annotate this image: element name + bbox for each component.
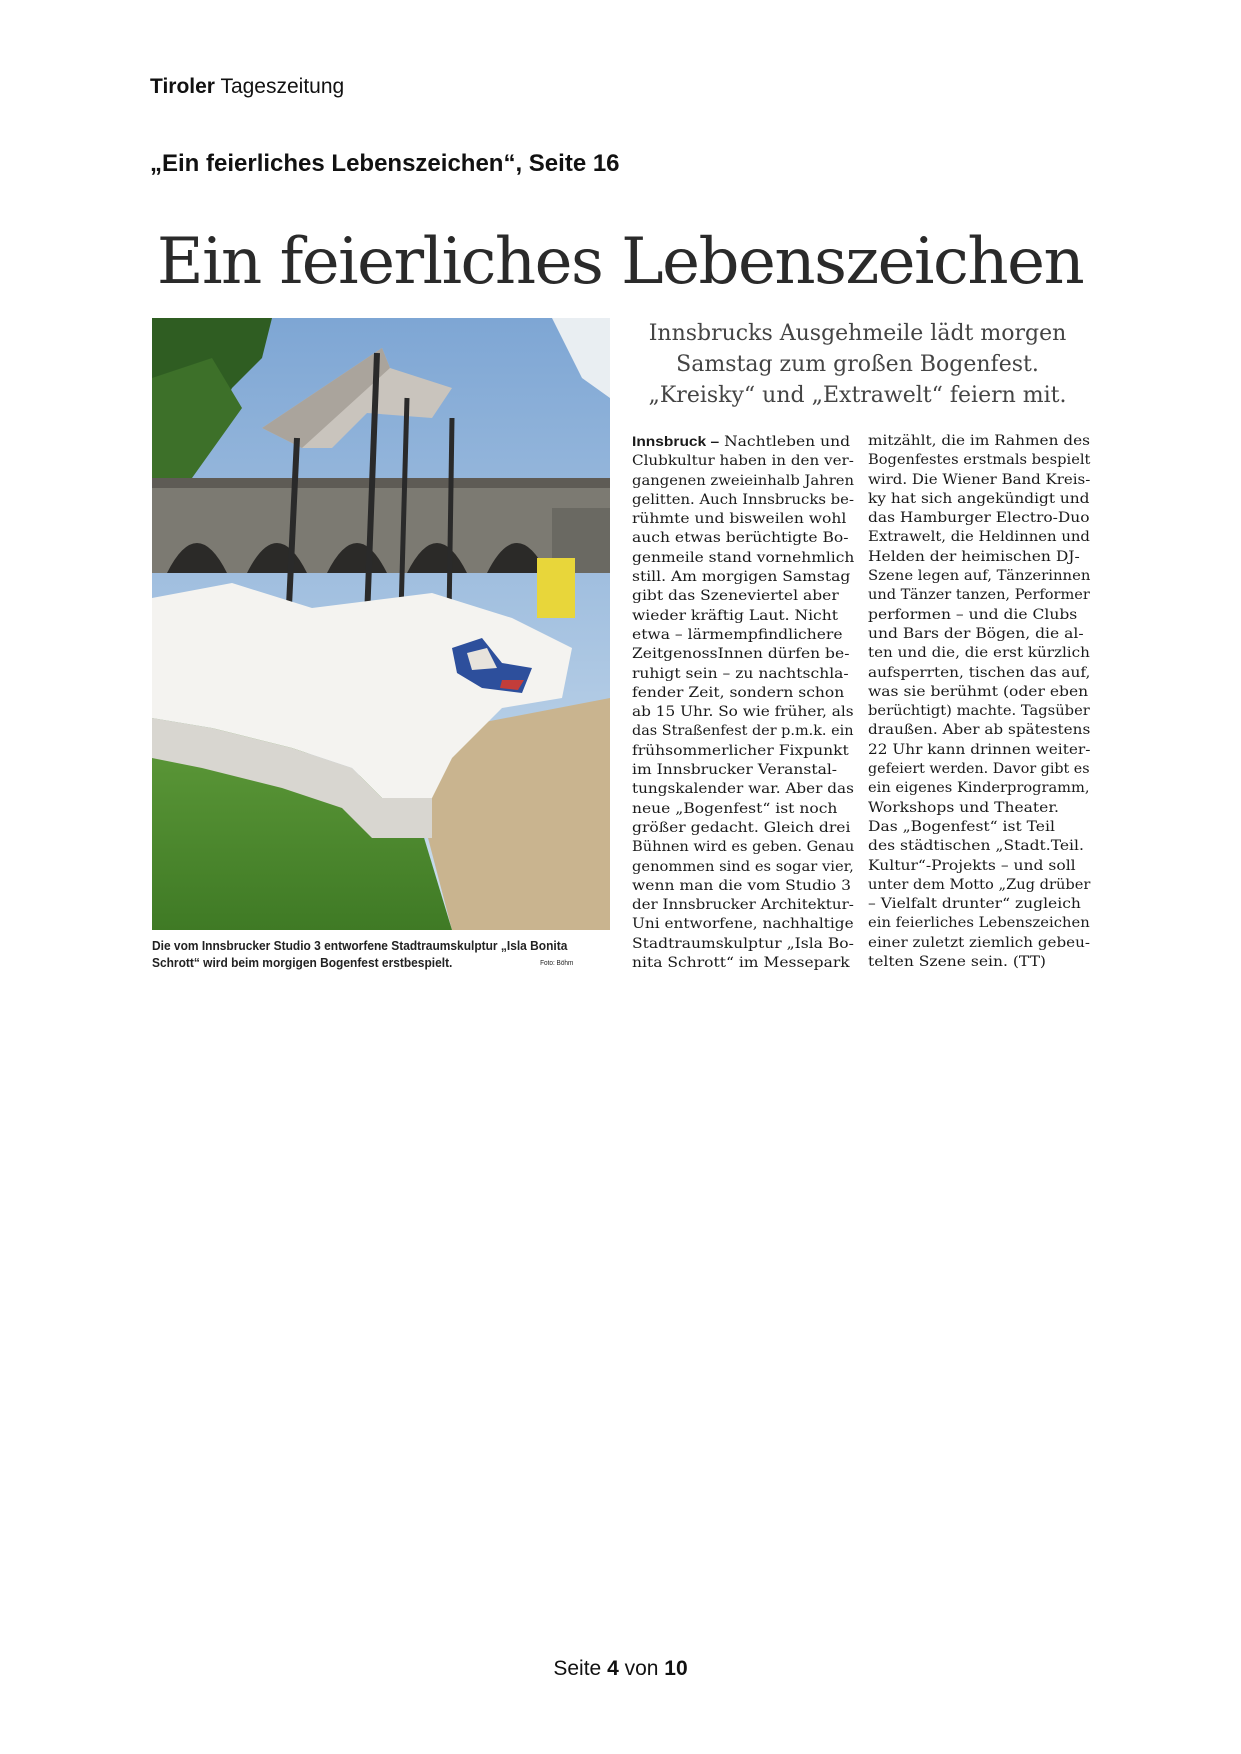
article-text-segment: still. Am morgigen Samstag bbox=[632, 569, 851, 586]
article-text-line bbox=[868, 683, 1123, 702]
publication-name-bold: Tiroler bbox=[150, 75, 215, 98]
article-text-line bbox=[632, 549, 886, 568]
article-text-segment: größer gedacht. Gleich drei bbox=[632, 819, 851, 836]
article-text-segment: auch etwas berüchtigte Bo- bbox=[632, 530, 849, 547]
article-text-line bbox=[868, 914, 1111, 933]
article-text-segment: fender Zeit, sondern schon bbox=[632, 684, 845, 701]
article-dateline: Innsbruck – bbox=[632, 434, 720, 449]
article-text-line bbox=[868, 644, 1117, 663]
article-text-line bbox=[868, 837, 1123, 856]
photo-caption bbox=[152, 937, 573, 971]
article-text-segment: draußen. Aber ab spätestens bbox=[868, 722, 1091, 739]
article-text-line bbox=[632, 915, 884, 934]
article-text-segment: Helden der heimischen DJ- bbox=[868, 548, 1080, 565]
article-text-line bbox=[632, 703, 884, 722]
article-text-segment: wieder kräftig Laut. Nicht bbox=[632, 607, 838, 624]
article-text-segment: unter dem Motto „Zug drüber bbox=[868, 876, 1091, 893]
article-reference-title: „Ein feierliches Lebenszeichen“, Seite 16 bbox=[150, 150, 620, 177]
article-text-segment: der Innsbrucker Architektur- bbox=[632, 897, 854, 914]
article-text-line bbox=[868, 779, 1108, 798]
article-text-segment: und Tänzer tanzen, Performer bbox=[868, 587, 1090, 604]
article-text-line bbox=[632, 568, 887, 587]
article-text-line bbox=[868, 451, 1108, 470]
article-text-line bbox=[868, 741, 1120, 760]
article-text-line bbox=[868, 953, 1123, 972]
article-text-line bbox=[868, 857, 1123, 876]
article-headline: Ein feierliches Lebenszeichen bbox=[156, 225, 1084, 299]
article-text-segment: Workshops und Theater. bbox=[868, 799, 1059, 816]
article-text-line bbox=[632, 684, 887, 703]
article-text-line bbox=[632, 780, 882, 799]
page-of-label: von bbox=[624, 1657, 659, 1680]
article-text-segment: Das „Bogenfest“ ist Teil bbox=[868, 818, 1055, 835]
article-text-segment: Extrawelt, die Heldinnen und bbox=[868, 529, 1090, 546]
article-text-segment: Uni entworfene, nachhaltige bbox=[632, 916, 854, 933]
article-text-segment: berüchtigt) machte. Tagsüber bbox=[868, 703, 1090, 720]
article-text-line bbox=[868, 490, 1121, 509]
article-text-line bbox=[868, 721, 1118, 740]
article-text-segment: ZeitgenossInnen dürfen be- bbox=[632, 646, 850, 663]
article-text-segment: ruhigt sein – zu nachtschla- bbox=[632, 665, 849, 682]
article-text-segment: gangenen zweieinhalb Jahren bbox=[632, 472, 855, 489]
article-text-line bbox=[632, 452, 881, 471]
article-text-line bbox=[868, 625, 1123, 644]
article-text-line bbox=[632, 491, 876, 510]
article-text-line bbox=[868, 934, 1117, 953]
article-text-segment: genmeile stand vornehmlich bbox=[632, 549, 855, 566]
article-text-segment: ab 15 Uhr. So wie früher, als bbox=[632, 704, 854, 721]
article-column-1 bbox=[632, 432, 854, 973]
article-text-line bbox=[632, 587, 887, 606]
article-text-line bbox=[632, 761, 887, 780]
article-text-segment: nita Schrott“ im Messepark bbox=[632, 955, 850, 972]
article-text-segment: gelitten. Auch Innsbrucks be- bbox=[632, 491, 854, 508]
sculpture-photo-illustration bbox=[152, 318, 610, 930]
article-text-line bbox=[632, 432, 887, 452]
article-text-segment: Szene legen auf, Tänzerinnen bbox=[868, 568, 1091, 585]
article-text-segment: das Hamburger Electro-Duo bbox=[868, 510, 1090, 527]
article-text-segment: wenn man die vom Studio 3 bbox=[632, 877, 852, 894]
article-text-segment: etwa – lärmempfindlichere bbox=[632, 626, 843, 643]
article-text-segment: ten und die, die erst kürzlich bbox=[868, 645, 1090, 662]
article-text-segment: einer zuletzt ziemlich gebeu- bbox=[868, 934, 1090, 951]
article-text-segment: wird. Die Wiener Band Kreis- bbox=[868, 471, 1091, 488]
article-text-segment: was sie berühmt (oder eben bbox=[868, 683, 1089, 700]
article-text-line bbox=[868, 760, 1103, 779]
article-text-line bbox=[868, 818, 1123, 837]
article-text-line bbox=[632, 819, 887, 838]
article-text-line bbox=[632, 626, 887, 645]
article-text-segment: Bogenfestes erstmals bespielt bbox=[868, 452, 1091, 469]
article-text-line bbox=[868, 895, 1123, 914]
article-text-segment: mitzählt, die im Rahmen des bbox=[868, 433, 1090, 449]
article-text-line bbox=[632, 896, 880, 915]
article-text-segment: – Vielfalt drunter“ zugleich bbox=[868, 896, 1081, 913]
page-label: Seite bbox=[553, 1657, 602, 1680]
article-text-segment: Kultur“-Projekts – und soll bbox=[868, 857, 1076, 874]
article-text-segment: ky hat sich angekündigt und bbox=[868, 490, 1090, 507]
subhead-line: Samstag zum großen Bogenfest. bbox=[676, 352, 1039, 377]
article-text-segment: rühmte und bisweilen wohl bbox=[632, 511, 847, 528]
article-subhead bbox=[625, 318, 1090, 411]
total-page-count: 10 bbox=[664, 1657, 688, 1680]
article-text-segment: neue „Bogenfest“ ist noch bbox=[632, 800, 838, 817]
subhead-line: „Kreisky“ und „Extrawelt“ feiern mit. bbox=[648, 383, 1067, 408]
article-text-line bbox=[632, 645, 887, 664]
article-text-line bbox=[868, 664, 1120, 683]
article-text-line bbox=[868, 548, 1123, 567]
article-text-line bbox=[632, 935, 887, 954]
article-text-segment: Stadtraumskulptur „Isla Bo- bbox=[632, 935, 854, 952]
article-text-line bbox=[868, 471, 1114, 490]
photo-caption-text: Die vom Innsbrucker Studio 3 entworfene Stadtraumskulptur „Isla Bonita Schrott“ wird beim morgigen Bogenfest erstbespielt. bbox=[152, 938, 568, 970]
article-photo bbox=[152, 318, 610, 930]
article-text-segment: und Bars der Bögen, die al- bbox=[868, 625, 1084, 642]
article-text-line bbox=[632, 838, 871, 857]
newspaper-clipping bbox=[150, 222, 1090, 974]
article-text-line bbox=[632, 510, 887, 529]
article-text-segment: performen – und die Clubs bbox=[868, 606, 1078, 623]
article-text-line bbox=[868, 567, 1112, 586]
article-text-segment: gefeiert werden. Davor gibt es bbox=[868, 761, 1090, 778]
publication-name bbox=[150, 75, 344, 99]
article-text-line bbox=[632, 529, 887, 548]
article-text-line bbox=[632, 954, 887, 973]
article-text-line bbox=[868, 586, 1107, 605]
article-text-line bbox=[868, 606, 1123, 625]
article-text-line bbox=[632, 607, 887, 626]
article-text-line bbox=[632, 877, 887, 896]
article-text-segment: frühsommerlicher Fixpunkt bbox=[632, 742, 849, 759]
article-text-line bbox=[632, 800, 887, 819]
subhead-line: Innsbrucks Ausgehmeile lädt morgen bbox=[648, 321, 1067, 346]
article-text-segment: Clubkultur haben in den ver- bbox=[632, 453, 854, 470]
publication-name-rest: Tageszeitung bbox=[220, 75, 345, 98]
article-text-segment: Nachtleben und bbox=[719, 434, 851, 450]
article-text-line bbox=[868, 509, 1122, 528]
article-text-segment: genommen sind es sogar vier, bbox=[632, 858, 854, 875]
article-text-segment: gibt das Szeneviertel aber bbox=[632, 588, 839, 605]
article-text-line bbox=[868, 799, 1123, 818]
photo-credit: Foto: Böhm bbox=[540, 960, 574, 967]
article-text-segment: des städtischen „Stadt.Teil. bbox=[868, 838, 1084, 855]
article-text-line bbox=[632, 858, 874, 877]
article-text-segment: das Straßenfest der p.m.k. ein bbox=[632, 723, 854, 740]
article-text-line bbox=[868, 528, 1112, 547]
article-text-segment: Bühnen wird es geben. Genau bbox=[632, 839, 855, 856]
article-text-segment: ein eigenes Kinderprogramm, bbox=[868, 780, 1090, 797]
article-text-line bbox=[868, 702, 1110, 721]
article-text-line bbox=[632, 722, 869, 741]
article-text-line bbox=[632, 472, 875, 491]
article-column-2 bbox=[868, 432, 1090, 972]
article-text-segment: aufsperrten, tischen das auf, bbox=[868, 664, 1091, 681]
article-text-line bbox=[868, 876, 1108, 895]
article-text-line bbox=[868, 432, 1120, 451]
article-text-line bbox=[632, 742, 887, 761]
article-text-segment: 22 Uhr kann drinnen weiter- bbox=[868, 741, 1091, 758]
article-text-segment: ein feierliches Lebenszeichen bbox=[868, 915, 1090, 932]
page-number bbox=[0, 1657, 1241, 1681]
article-text-line bbox=[632, 665, 887, 684]
article-text-segment: tungskalender war. Aber das bbox=[632, 781, 854, 798]
current-page-number: 4 bbox=[607, 1657, 619, 1680]
article-text-segment: telten Szene sein. (TT) bbox=[868, 954, 1046, 971]
article-text-segment: im Innsbrucker Veranstal- bbox=[632, 762, 838, 779]
